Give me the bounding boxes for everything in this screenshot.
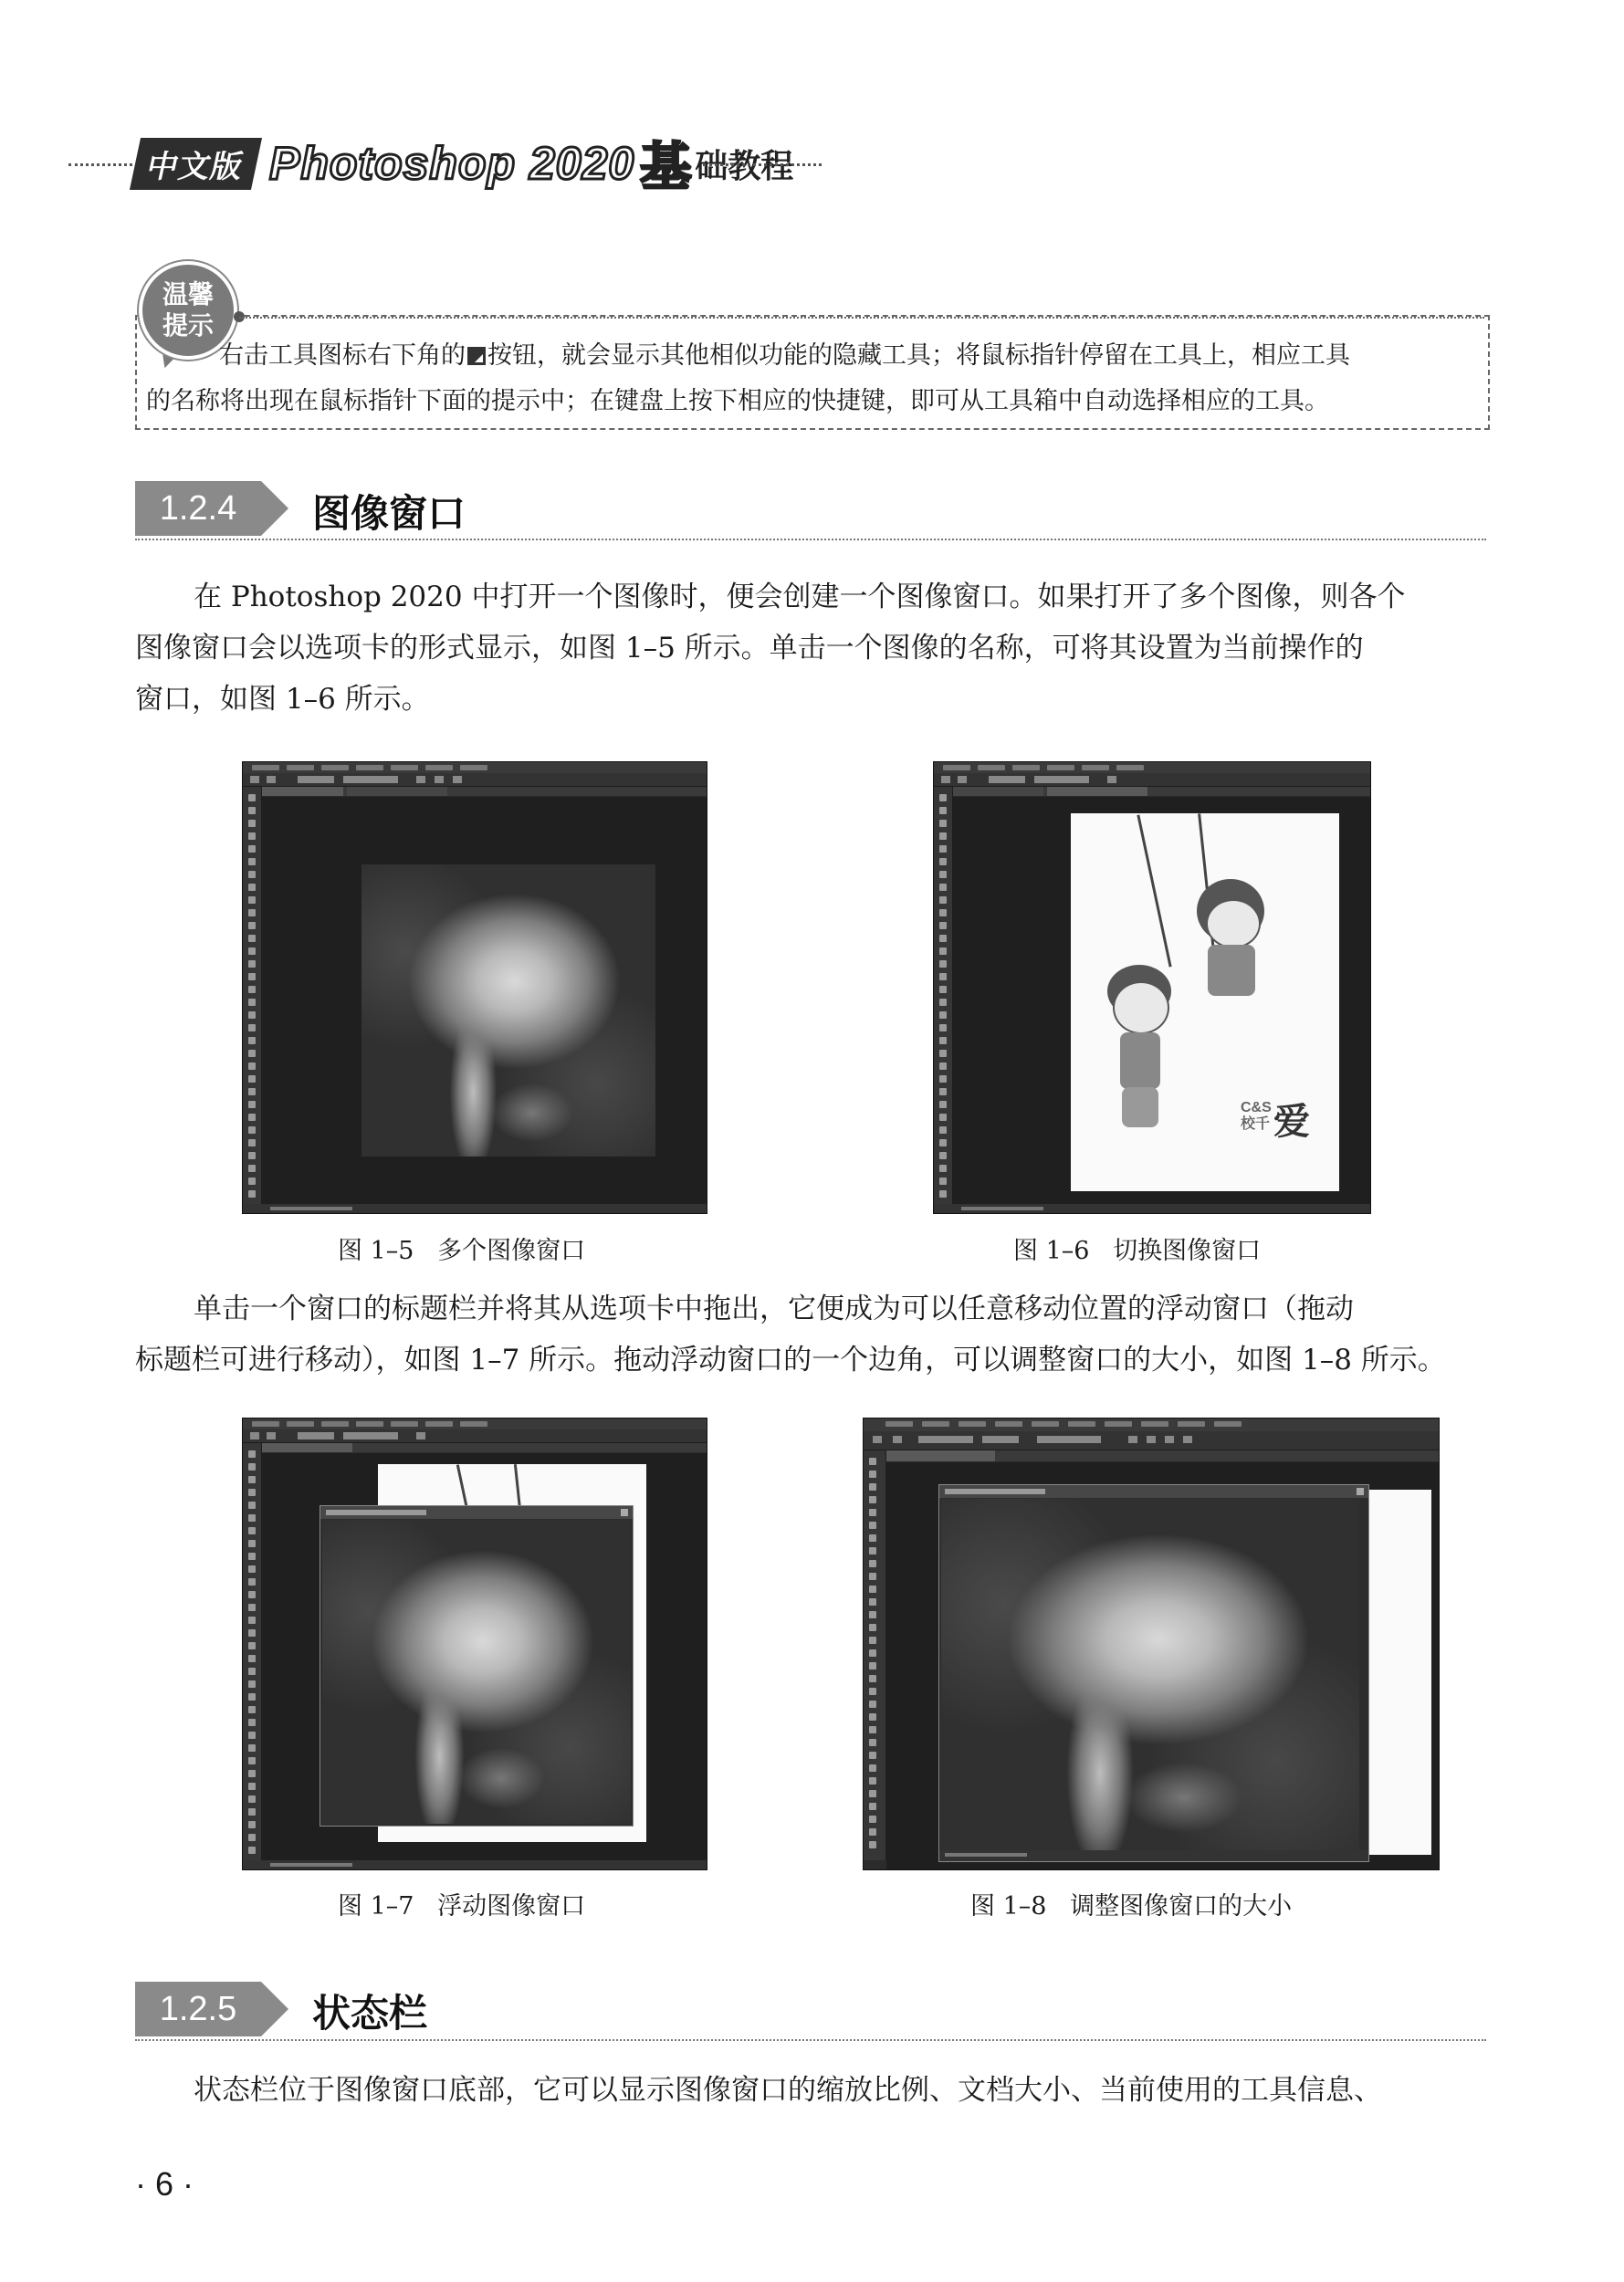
ps-tool-icon [248,1126,256,1134]
ps-tool-icon [248,1591,256,1598]
ps-tool-icon [939,1037,947,1044]
ps-document-tabs [261,787,707,796]
ps-options-bar [243,773,707,787]
ps-tool-icon [248,858,256,865]
ps-tool-icon [869,1803,876,1810]
ps-menubar [864,1418,1439,1431]
ps-tool-icon [248,1783,256,1790]
ps-tool-icon [248,1680,256,1688]
ps-tool-icon [248,1744,256,1752]
ps-tool-icon [939,832,947,840]
ps-tool-icon [939,794,947,801]
ps-tool-icon [248,1757,256,1764]
ps-status-bar [243,1860,707,1869]
tip-badge-line1: 温馨 [162,279,214,309]
ps-tool-icon [248,1527,256,1534]
ps-tool-icon [248,1693,256,1701]
ps-tool-icon [869,1534,876,1542]
floating-window-titlebar [939,1485,1368,1498]
ps-tool-icon [869,1790,876,1797]
ps-tool-icon [939,858,947,865]
window-status-bar [939,1850,1368,1861]
ps-tool-icon [869,1560,876,1567]
ps-tool-icon [248,1706,256,1713]
ps-tool-icon [939,807,947,814]
ps-tool-icon [869,1624,876,1631]
ps-tool-icon [248,1847,256,1854]
header-dotted-rule-left [68,163,132,166]
ps-tool-icon [248,807,256,814]
ps-tool-icon [248,922,256,929]
ps-tool-icon [248,1050,256,1057]
ps-tool-icon [248,1139,256,1146]
para1-line2: 图像窗口会以选项卡的形式显示，如图 1–5 所示。单击一个图像的名称，可将其设置为当前操作的 [135,632,1364,665]
cartoon-love-text: 爱 [1273,1101,1310,1143]
figure-1-8-screenshot [863,1418,1440,1870]
tip-text [146,333,1479,424]
ps-tool-icon [939,1126,947,1134]
tip-text-part2: 按钮，就会显示其他相似功能的隐藏工具；将鼠标指针停留在工具上，相应工具 [487,341,1350,370]
ps-tool-icon [869,1726,876,1733]
ps-tool-icon [869,1598,876,1606]
ps-tool-icon [869,1547,876,1554]
ps-tool-icon [869,1816,876,1823]
ps-tool-icon [248,1024,256,1031]
ps-tool-icon [939,845,947,853]
ps-tool-icon [939,1114,947,1121]
girl-body [1208,945,1255,996]
paragraph-floating-window [135,1283,1486,1386]
ps-tool-icon [939,986,947,993]
ps-menubar [934,762,1370,773]
ps-tool-icon [248,1578,256,1586]
ps-tool-icon [939,884,947,891]
ps-tool-icon [939,960,947,968]
ps-tool-icon [869,1662,876,1670]
ps-tool-icon [248,1834,256,1841]
ps-tool-icon [248,986,256,993]
ps-tool-icon [939,1190,947,1198]
ps-tool-icon [248,1732,256,1739]
para1-line1: 在 Photoshop 2020 中打开一个图像时，便会创建一个图像窗口。如果打开了多个图像，则各个 [194,581,1406,613]
ps-tool-icon [869,1713,876,1721]
ps-tool-icon [869,1688,876,1695]
ps-tool-icon [869,1841,876,1848]
ps-tool-icon [248,1178,256,1185]
para1-line3: 窗口，如图 1–6 所示。 [135,683,430,716]
ps-toolbar [243,787,262,1204]
ps-tool-icon [248,1514,256,1522]
ps-tool-icon [248,1011,256,1019]
ps-tool-icon [248,973,256,980]
ps-tool-icon [939,1050,947,1057]
figure-1-7-screenshot [242,1418,707,1870]
ps-tool-icon [248,1604,256,1611]
boy-face [1113,981,1169,1034]
tip-dotted-line [239,317,1484,319]
ps-tool-icon [869,1458,876,1465]
section-rule-125 [135,2039,1486,2041]
section-number-125: 1.2.5 [135,1982,261,2036]
ps-options-bar [864,1431,1439,1450]
ps-tool-icon [248,1463,256,1471]
ps-tool-icon [939,1139,947,1146]
ps-tool-icon [869,1675,876,1682]
ps-tool-icon [248,1821,256,1828]
ps-tool-icon [869,1777,876,1785]
ps-tool-icon [248,1088,256,1095]
ps-tool-icon [939,1075,947,1083]
ps-tool-icon [869,1509,876,1516]
ps-tool-icon [248,1476,256,1483]
ps-tool-icon [939,1152,947,1159]
ps-tool-icon [248,1075,256,1083]
boy-body [1120,1032,1160,1089]
floating-window-titlebar [320,1506,633,1519]
ps-tool-icon [869,1764,876,1772]
paragraph-image-window [135,571,1486,725]
section-title-124: 图像窗口 [312,491,466,536]
cartoon-logo-small: C&S 校千 [1241,1100,1272,1132]
figure-1-6-screenshot [933,761,1371,1214]
ps-tool-icon [248,820,256,827]
ps-tool-icon [869,1637,876,1644]
ps-tool-icon [939,1088,947,1095]
ps-tool-icon [939,973,947,980]
background-document [1366,1490,1431,1855]
ps-tool-icon [869,1828,876,1836]
ps-tool-icon [248,896,256,904]
figure-1-7-caption: 图 1–7 浮动图像窗口 [338,1892,586,1921]
ps-tool-icon [248,935,256,942]
ps-tool-icon [248,1037,256,1044]
hidden-tools-triangle-icon [467,347,486,365]
tip-line-2: 的名称将出现在鼠标指针下面的提示中；在键盘上按下相应的快捷键，即可从工具箱中自动选择相应的工具。 [146,387,1329,415]
tip-badge-line2: 提示 [162,310,214,340]
ps-tool-icon [248,947,256,955]
ps-tool-icon [248,1190,256,1198]
ps-tool-icon [248,909,256,916]
ps-tool-icon [869,1586,876,1593]
ps-menubar [243,762,707,773]
ps-tool-icon [869,1739,876,1746]
header-edition: 中文版 [130,138,262,190]
ps-tool-icon [939,947,947,955]
ps-tool-icon [248,1540,256,1547]
ps-tool-icon [248,1668,256,1675]
para2-line2: 标题栏可进行移动），如图 1–7 所示。拖动浮动窗口的一个边角，可以调整窗口的大小，如图 1–8 所示。 [135,1344,1446,1377]
page-number: · 6 · [135,2165,194,2203]
header-title-rest: 础教程 [695,147,794,185]
ps-toolbar [864,1450,886,1860]
ps-options-bar [934,773,1370,787]
ps-tool-icon [248,884,256,891]
ps-tool-icon [248,1795,256,1803]
ps-tool-icon [248,1165,256,1172]
ps-tool-icon [248,999,256,1006]
ps-tool-icon [248,1101,256,1108]
ps-tool-icon [939,1011,947,1019]
ps-tool-icon [939,820,947,827]
ps-tool-icon [869,1701,876,1708]
section-rule-124 [135,539,1486,540]
header-dotted-rule-right [703,163,822,166]
paragraph-status-bar [135,2065,1486,2116]
tip-text-part1: 右击工具图标右下角的 [219,341,466,370]
section-title-125: 状态栏 [312,1991,428,2036]
ps-status-bar [934,1204,1370,1213]
ps-tool-icon [939,1178,947,1185]
ps-tool-icon [939,1024,947,1031]
ps-document-tabs [261,1443,707,1452]
morning-glory-image [322,1520,631,1824]
ps-tool-icon [939,909,947,916]
ps-tool-icon [248,845,256,853]
ps-tool-icon [869,1752,876,1759]
ps-tool-icon [939,1062,947,1070]
ps-document-tabs [952,787,1370,796]
ps-tool-icon [248,1114,256,1121]
header-product: Photoshop 2020 [269,138,635,189]
ps-tool-icon [869,1649,876,1657]
floating-image-window [320,1505,634,1827]
ps-tool-icon [939,1101,947,1108]
ps-tool-icon [939,896,947,904]
para2-line1: 单击一个窗口的标题栏并将其从选项卡中拖出，它便成为可以任意移动位置的浮动窗口（拖动 [194,1293,1354,1325]
ps-tool-icon [939,1165,947,1172]
ps-toolbar [243,1443,262,1860]
ps-tool-icon [248,1642,256,1649]
morning-glory-image [941,1499,1359,1850]
ps-tool-icon [248,1719,256,1726]
ps-tool-icon [939,935,947,942]
ps-tool-icon [248,1617,256,1624]
ps-tool-icon [248,1553,256,1560]
ps-tool-icon [248,1565,256,1573]
morning-glory-image [361,864,655,1157]
ps-document-tabs [885,1450,1439,1461]
ps-tool-icon [939,922,947,929]
para3-line1: 状态栏位于图像窗口底部，它可以显示图像窗口的缩放比例、文档大小、当前使用的工具信息、 [194,2074,1382,2107]
ps-tool-icon [248,1062,256,1070]
tip-line-1 [146,333,1479,379]
ps-tool-icon [869,1522,876,1529]
resized-image-window [938,1484,1369,1862]
ps-tool-icon [869,1471,876,1478]
ps-tool-icon [248,1655,256,1662]
ps-tool-icon [248,1489,256,1496]
ps-tool-icon [939,871,947,878]
ps-toolbar [934,787,953,1204]
running-header [135,137,794,197]
ps-tool-icon [869,1573,876,1580]
ps-tool-icon [869,1496,876,1503]
ps-tool-icon [869,1483,876,1491]
ps-tool-icon [248,1808,256,1816]
ps-tool-icon [248,1152,256,1159]
header-title-char: 基 [640,138,692,197]
ps-tool-icon [248,1770,256,1777]
ps-tool-icon [248,1629,256,1637]
ps-status-bar [243,1204,707,1213]
ps-tool-icon [248,794,256,801]
figure-1-5-caption: 图 1–5 多个图像窗口 [338,1237,586,1265]
ps-tool-icon [248,960,256,968]
figure-1-8-caption: 图 1–8 调整图像窗口的大小 [970,1892,1293,1921]
ps-menubar [243,1418,707,1429]
ps-tool-icon [248,1450,256,1458]
boy-legs [1122,1087,1158,1127]
ps-tool-icon [248,871,256,878]
figure-1-6-caption: 图 1–6 切换图像窗口 [1013,1237,1262,1265]
ps-tool-icon [248,832,256,840]
ps-tool-icon [939,999,947,1006]
ps-tool-icon [869,1611,876,1618]
ps-options-bar [243,1429,707,1443]
section-number-124: 1.2.4 [135,481,261,536]
figure-1-5-screenshot [242,761,707,1214]
ps-tool-icon [248,1502,256,1509]
girl-face [1206,899,1261,948]
